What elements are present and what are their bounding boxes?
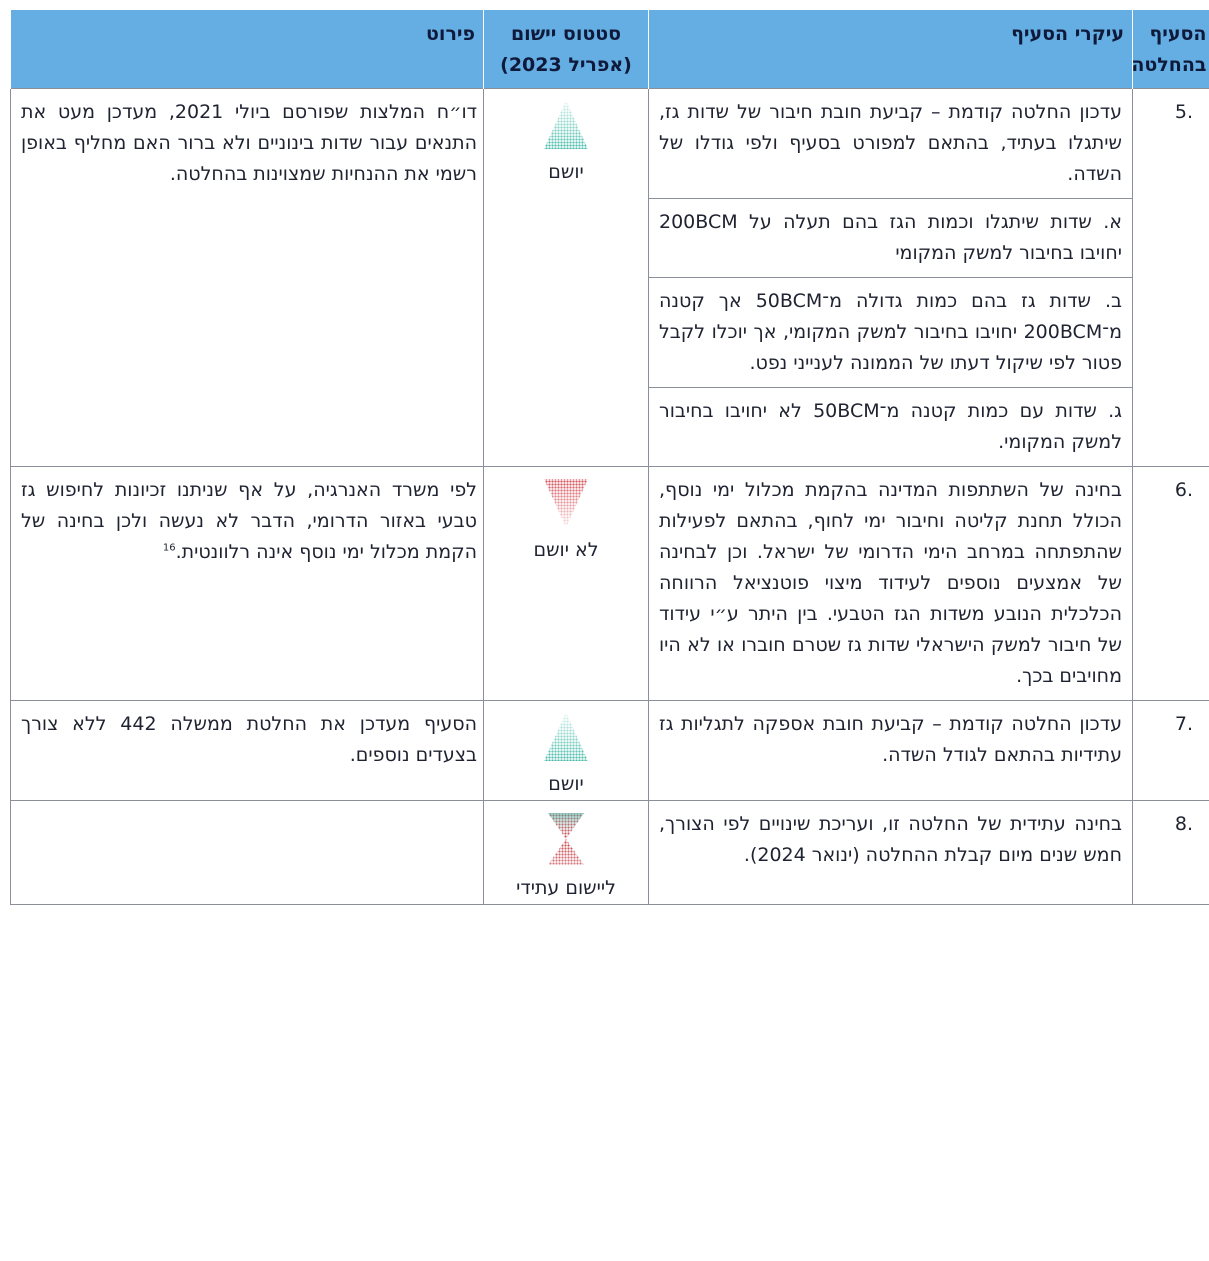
footnote-ref[interactable]: 16 [162, 542, 176, 554]
section-number: .8 [1133, 800, 1209, 904]
header-detail: פירוט [11, 10, 484, 88]
implemented-triangle-icon [484, 99, 648, 151]
detail-text: דו״ח המלצות שפורסם ביולי 2021, מעדכן מעט את התנאים עבור שדות בינוניים ולא ברור האם מחליף באופן רשמי את ההנחיות שמצוינות בהחלטה. [21, 100, 477, 185]
section-main-text: עדכון החלטה קודמת – קביעת חובת חיבור של שדות גז, שיתגלו בעתיד, בהתאם למפורט בסעיף ולפי גודלו של השדה. [649, 89, 1132, 199]
table-row [11, 700, 1209, 800]
table-row [11, 466, 1209, 700]
status-label: לא יושם [533, 538, 599, 561]
section-main-text: בחינה של השתתפות המדינה בהקמת מכלול ימי נוסף, הכולל תחנת קליטה וחיבור ימי לחוף, בהתאם לפעילות שהתפתחה במרחב הימי הדרומי של ישראל. וכן לבחינה של אמצעים נוספים לעידוד מיצוי פוטנציאל הרווחה הכלכלית הנובע משדות הגז הטבעי. בין היתר ע״י עידוד של חיבור למשק הישראלי שדות גז שטרם חוברו או לא היו מחויבים בכך. [659, 478, 1122, 687]
detail-cell [11, 88, 484, 466]
section-main-text: ג. שדות עם כמות קטנה מ־50BCM לא יחויבו בחיבור למשק המקומי. [659, 399, 1123, 453]
implemented-triangle-icon [484, 711, 648, 763]
implementation-status-table [10, 10, 1209, 905]
header-status: סטטוס יישום (אפריל 2023) [484, 10, 649, 88]
section-main-cell [649, 800, 1133, 904]
detail-cell [11, 466, 484, 700]
section-main-text: בחינה עתידית של החלטה זו, ועריכת שינויים לפי הצורך, חמש שנים מיום קבלת ההחלטה (ינואר 2024). [659, 812, 1122, 866]
section-main-cell [649, 88, 1133, 466]
status-label: ליישום עתידי [516, 876, 616, 899]
status-cell [484, 700, 649, 800]
detail-cell [11, 800, 484, 904]
status-cell [484, 800, 649, 904]
detail-text: לפי משרד האנרגיה, על אף שניתנו זכיונות לחיפוש גז טבעי באזור הדרומי, הדבר לא נעשה ולכן בחינה של הקמת מכלול ימי נוסף אינה רלוונטית. [21, 478, 477, 563]
header-main: עיקרי הסעיף [649, 10, 1133, 88]
status-label: יושם [548, 772, 584, 795]
section-main-text: ב. שדות גז בהם כמות גדולה מ־50BCM אך קטנה מ־200BCM יחויבו בחיבור למשק המקומי, אך יוכלו לקבל פטור לפי שיקול דעתו של הממונה לענייני נפט. [649, 278, 1132, 388]
status-cell [484, 88, 649, 466]
section-number: .6 [1133, 466, 1209, 700]
detail-text: הסעיף מעדכן את החלטת ממשלה 442 ללא צורך בצעדים נוספים. [21, 712, 478, 766]
table-row [11, 88, 1209, 466]
section-number: .5 [1133, 88, 1209, 466]
detail-cell [11, 700, 484, 800]
section-main-text: עדכון החלטה קודמת – קביעת חובת אספקה לתגליות גז עתידיות בהתאם לגודל השדה. [659, 712, 1122, 766]
table-header-row [11, 10, 1209, 88]
future-hourglass-icon [484, 811, 648, 867]
status-cell [484, 466, 649, 700]
table-body [11, 88, 1209, 904]
header-section: הסעיף בהחלטה [1133, 10, 1209, 88]
status-label: יושם [548, 160, 584, 183]
section-main-text: א. שדות שיתגלו וכמות הגז בהם תעלה על 200BCM יחויבו בחיבור למשק המקומי [649, 199, 1132, 278]
not-implemented-triangle-icon [484, 477, 648, 529]
section-main-cell [649, 466, 1133, 700]
table-row [11, 800, 1209, 904]
section-number: .7 [1133, 700, 1209, 800]
section-main-cell [649, 700, 1133, 800]
